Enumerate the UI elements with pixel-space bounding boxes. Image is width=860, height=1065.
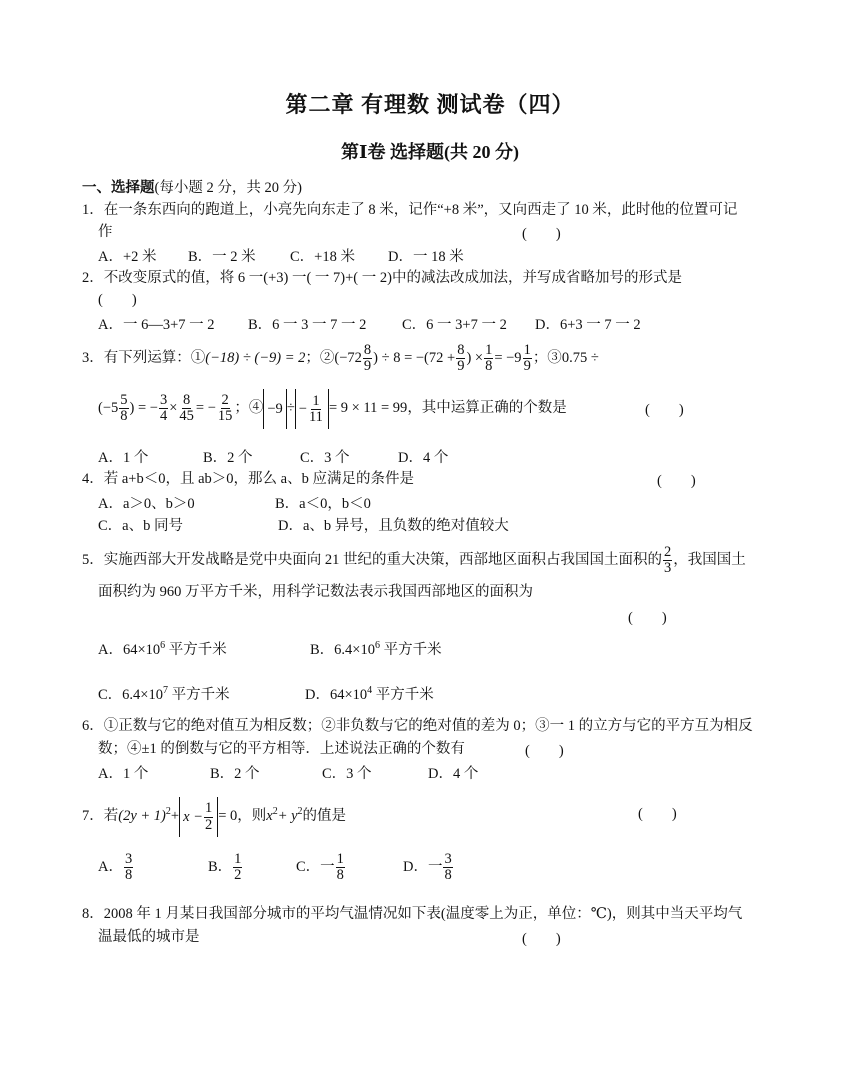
q2-option-d: D．6+3 一 7 一 2 (535, 317, 641, 333)
q8-line1: 8．2008 年 1 月某日我国部分城市的平均气温情况如下表(温度零上为正，单位：℃)，则其中当天平均气 (82, 906, 743, 922)
q7-option-b: B． $\frac{1}{2}$ (208, 851, 242, 884)
q7-answer-blank: ( ) (638, 806, 677, 822)
q1-line1: 1．在一条东西向的跑道上，小亮先向东走了 8 米，记作“+8 米”，又向西走了 10 米，此时他的位置可记 (82, 202, 738, 218)
page-title: 第二章 有理数 测试卷（四） (285, 92, 575, 117)
fraction: $\frac{3}{8}$ (444, 851, 452, 884)
q3-expr2d: = −9 (494, 350, 522, 366)
q4-option-a: A．a＞0、b＞0 (98, 496, 195, 512)
q3-expr3a: 0.75 ÷ (561, 350, 599, 366)
fraction: $\frac{2}{15}$ (217, 391, 233, 425)
q4-option-d: D．a、b 异号，且负数的绝对值较大 (278, 518, 509, 534)
q3-option-b: B．2 个 (203, 450, 253, 466)
fraction: $\frac{1}{11}$ (308, 392, 323, 425)
q1-option-c: C．+18 米 (290, 249, 355, 265)
q4-answer-blank: ( ) (657, 473, 696, 489)
q7-option-a: A． $\frac{3}{8}$ (98, 851, 133, 884)
q3-sep1: ；② (305, 350, 335, 366)
absolute-value: − $\frac{1}{11}$ (295, 389, 329, 429)
q5-answer-blank: ( ) (628, 610, 667, 626)
q3-tail: ，其中运算正确的个数是 (407, 400, 567, 416)
fraction: $\frac{2}{3}$ (664, 543, 672, 577)
fraction: $\frac{8}{45}$ (179, 391, 194, 425)
absolute-value: −9 (263, 389, 286, 429)
q5-option-a: A．$64\times 10^6$ 平方千米 (98, 640, 227, 658)
q6-option-c: C．3 个 (322, 766, 372, 782)
section-label: 一、选择题 (82, 180, 155, 196)
q3-expr3b: (−5 (98, 400, 119, 416)
q3-expr2c: ) × (466, 350, 484, 366)
q6-option-d: D．4 个 (428, 766, 479, 782)
q1-line2: 作 (98, 224, 113, 240)
section-subtitle: 第Ⅰ卷 选择题(共 20 分) (341, 142, 519, 162)
q7-line1: 7．若$(2y + 1)^2+ x$ − $\frac{1}{2}$ = 0，则$x^2+ y^2$的值是 (82, 792, 346, 832)
fraction: $\frac{3}{8}$ (124, 851, 133, 884)
q3-answer-blank: ( ) (645, 402, 684, 418)
q3-sep2: ；③ (532, 350, 562, 366)
fraction: $\frac{1}{8}$ (336, 851, 344, 884)
q4-line1: 4．若 a+b＜0，且 ab＞0，那么 a、b 应满足的条件是 (82, 471, 414, 487)
q1-answer-blank: ( ) (522, 226, 561, 242)
q5-option-d: D．$64\times 10^4$ 平方千米 (305, 685, 434, 703)
q8-line2: 温最低的城市是 (98, 929, 200, 945)
q2-answer-blank: ( ) (98, 292, 137, 308)
q3-option-c: C．3 个 (300, 450, 350, 466)
q3-option-a: A．1 个 (98, 450, 149, 466)
q4-option-c: C．a、b 同号 (98, 518, 183, 534)
q3-expr3e: = − (195, 400, 216, 416)
q3-div: ÷ (286, 400, 295, 416)
q5-option-c: C．$6.4\times 10^7$ 平方千米 (98, 685, 230, 703)
q1-option-b: B．一 2 米 (188, 249, 256, 265)
q7-option-c: C．一 $\frac{1}{8}$ (296, 851, 344, 884)
q3-option-d: D．4 个 (398, 450, 449, 466)
q2-option-c: C．6 一 3+7 一 2 (402, 317, 507, 333)
fraction: $\frac{1}{2}$ (234, 851, 242, 884)
q1-option-a: A．+2 米 (98, 249, 157, 265)
q7-option-d: D．一 $\frac{3}{8}$ (403, 851, 452, 884)
q8-answer-blank: ( ) (522, 931, 561, 947)
q1-option-d: D．一 18 米 (388, 249, 464, 265)
section-heading (82, 178, 302, 198)
fraction: $\frac{5}{8}$ (120, 391, 128, 425)
q5-line1: 5．实施西部大开发战略是党中央面向 21 世纪的重大决策，西部地区面积占我国国土面积的 $\frac{2}{3}$ ，我国国土 (82, 543, 746, 577)
q3-lead: 3．有下列运算：① (82, 350, 206, 366)
q3-expr2b: ) ÷ 8 = −(72 + (373, 350, 456, 366)
q6-line1: 6．①正数与它的绝对值互为相反数；②非负数与它的绝对值的差为 0；③一 1 的立方与它的平方互为相反 (82, 718, 753, 734)
q2-line1: 2．不改变原式的值，将 6 一(+3) 一( 一 7)+( 一 2)中的减法改成加法，并写成省略加号的形式是 (82, 270, 682, 286)
q3-line2 (98, 388, 567, 428)
q3-expr4d: = 9 × 11 = 99 (328, 400, 408, 416)
q6-option-a: A．1 个 (98, 766, 149, 782)
q3-expr2a: (−72 (334, 350, 362, 366)
q3-sep3: ；④ (234, 400, 264, 416)
fraction: $\frac{1}{2}$ (204, 800, 213, 833)
section-note: (每小题 2 分，共 20 分) (154, 180, 302, 196)
q4-option-b: B．a＜0，b＜0 (275, 496, 371, 512)
q3-line1 (82, 338, 599, 378)
fraction: $\frac{1}{8}$ (485, 341, 493, 375)
q3-expr3c: ) = − (129, 400, 158, 416)
fraction: $\frac{3}{4}$ (159, 391, 168, 425)
q5-option-b: B．$6.4\times 10^6$ 平方千米 (310, 640, 442, 658)
q2-option-a: A．一 6—3+7 一 2 (98, 317, 215, 333)
q3-expr1: (−18) ÷ (−9) = 2 (205, 350, 306, 366)
q6-option-b: B．2 个 (210, 766, 260, 782)
q3-expr3d: × (169, 400, 178, 416)
absolute-value: x − $\frac{1}{2}$ (179, 797, 218, 837)
fraction: $\frac{1}{9}$ (523, 341, 531, 375)
q5-line2: 面积约为 960 万平方千米，用科学记数法表示我国西部地区的面积为 (98, 584, 533, 600)
fraction: $\frac{8}{9}$ (363, 341, 372, 375)
q6-line2: 数；④±1 的倒数与它的平方相等．上述说法正确的个数有 (98, 741, 465, 757)
q2-option-b: B．6 一 3 一 7 一 2 (248, 317, 367, 333)
fraction: $\frac{8}{9}$ (457, 341, 465, 375)
q6-answer-blank: ( ) (525, 743, 564, 759)
